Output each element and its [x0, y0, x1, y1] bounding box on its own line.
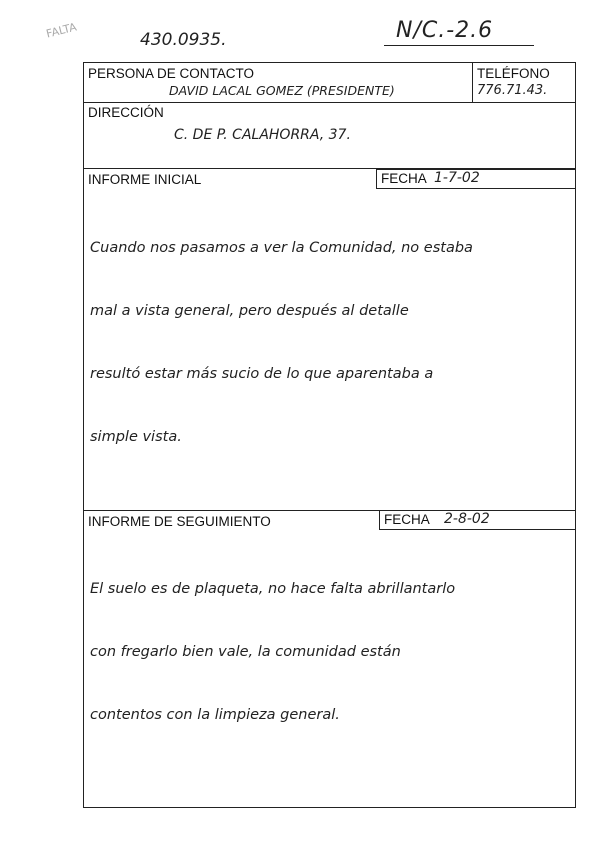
initial-line-2: mal a vista general, pero después al detalle [90, 303, 409, 319]
initial-report-text [90, 196, 473, 490]
contact-phone-divider [472, 63, 473, 102]
initial-report-section [84, 169, 575, 510]
contact-label: PERSONA DE CONTACTO [88, 66, 255, 81]
address-value: C. DE P. CALAHORRA, 37. [174, 127, 351, 143]
initial-line-1: Cuando nos pasamos a ver la Comunidad, no estaba [90, 240, 473, 256]
followup-report-section [84, 510, 575, 807]
followup-date-label: FECHA [384, 512, 430, 527]
nonconformity-code: N/C.-2.6 [396, 18, 494, 43]
reference-number: 430.0935. [140, 30, 227, 50]
followup-line-1: El suelo es de plaqueta, no hace falta abrillantarlo [90, 581, 456, 597]
followup-date-box [379, 511, 576, 530]
nc-code-underline [384, 45, 534, 46]
address-row [84, 103, 575, 169]
followup-line-2: con fregarlo bien vale, la comunidad están [90, 644, 401, 660]
falta-stamp: FALTA [44, 20, 78, 41]
phone-label: TELÉFONO [477, 66, 550, 81]
contact-row [84, 63, 575, 103]
initial-date-box [376, 169, 576, 189]
phone-value: 776.71.43. [477, 83, 548, 98]
initial-report-label: INFORME INICIAL [88, 172, 202, 187]
initial-date-value: 1-7-02 [434, 170, 480, 186]
followup-line-3: contentos con la limpieza general. [90, 707, 340, 723]
report-form [83, 62, 576, 808]
followup-date-value: 2-8-02 [444, 511, 490, 527]
contact-name: DAVID LACAL GOMEZ (PRESIDENTE) [169, 83, 395, 98]
initial-date-label: FECHA [381, 171, 427, 186]
address-label: DIRECCIÓN [88, 105, 164, 120]
initial-line-4: simple vista. [90, 429, 182, 445]
followup-report-text [90, 537, 455, 768]
initial-line-3: resultó estar más sucio de lo que aparentaba a [90, 366, 434, 382]
followup-report-label: INFORME DE SEGUIMIENTO [88, 514, 271, 529]
